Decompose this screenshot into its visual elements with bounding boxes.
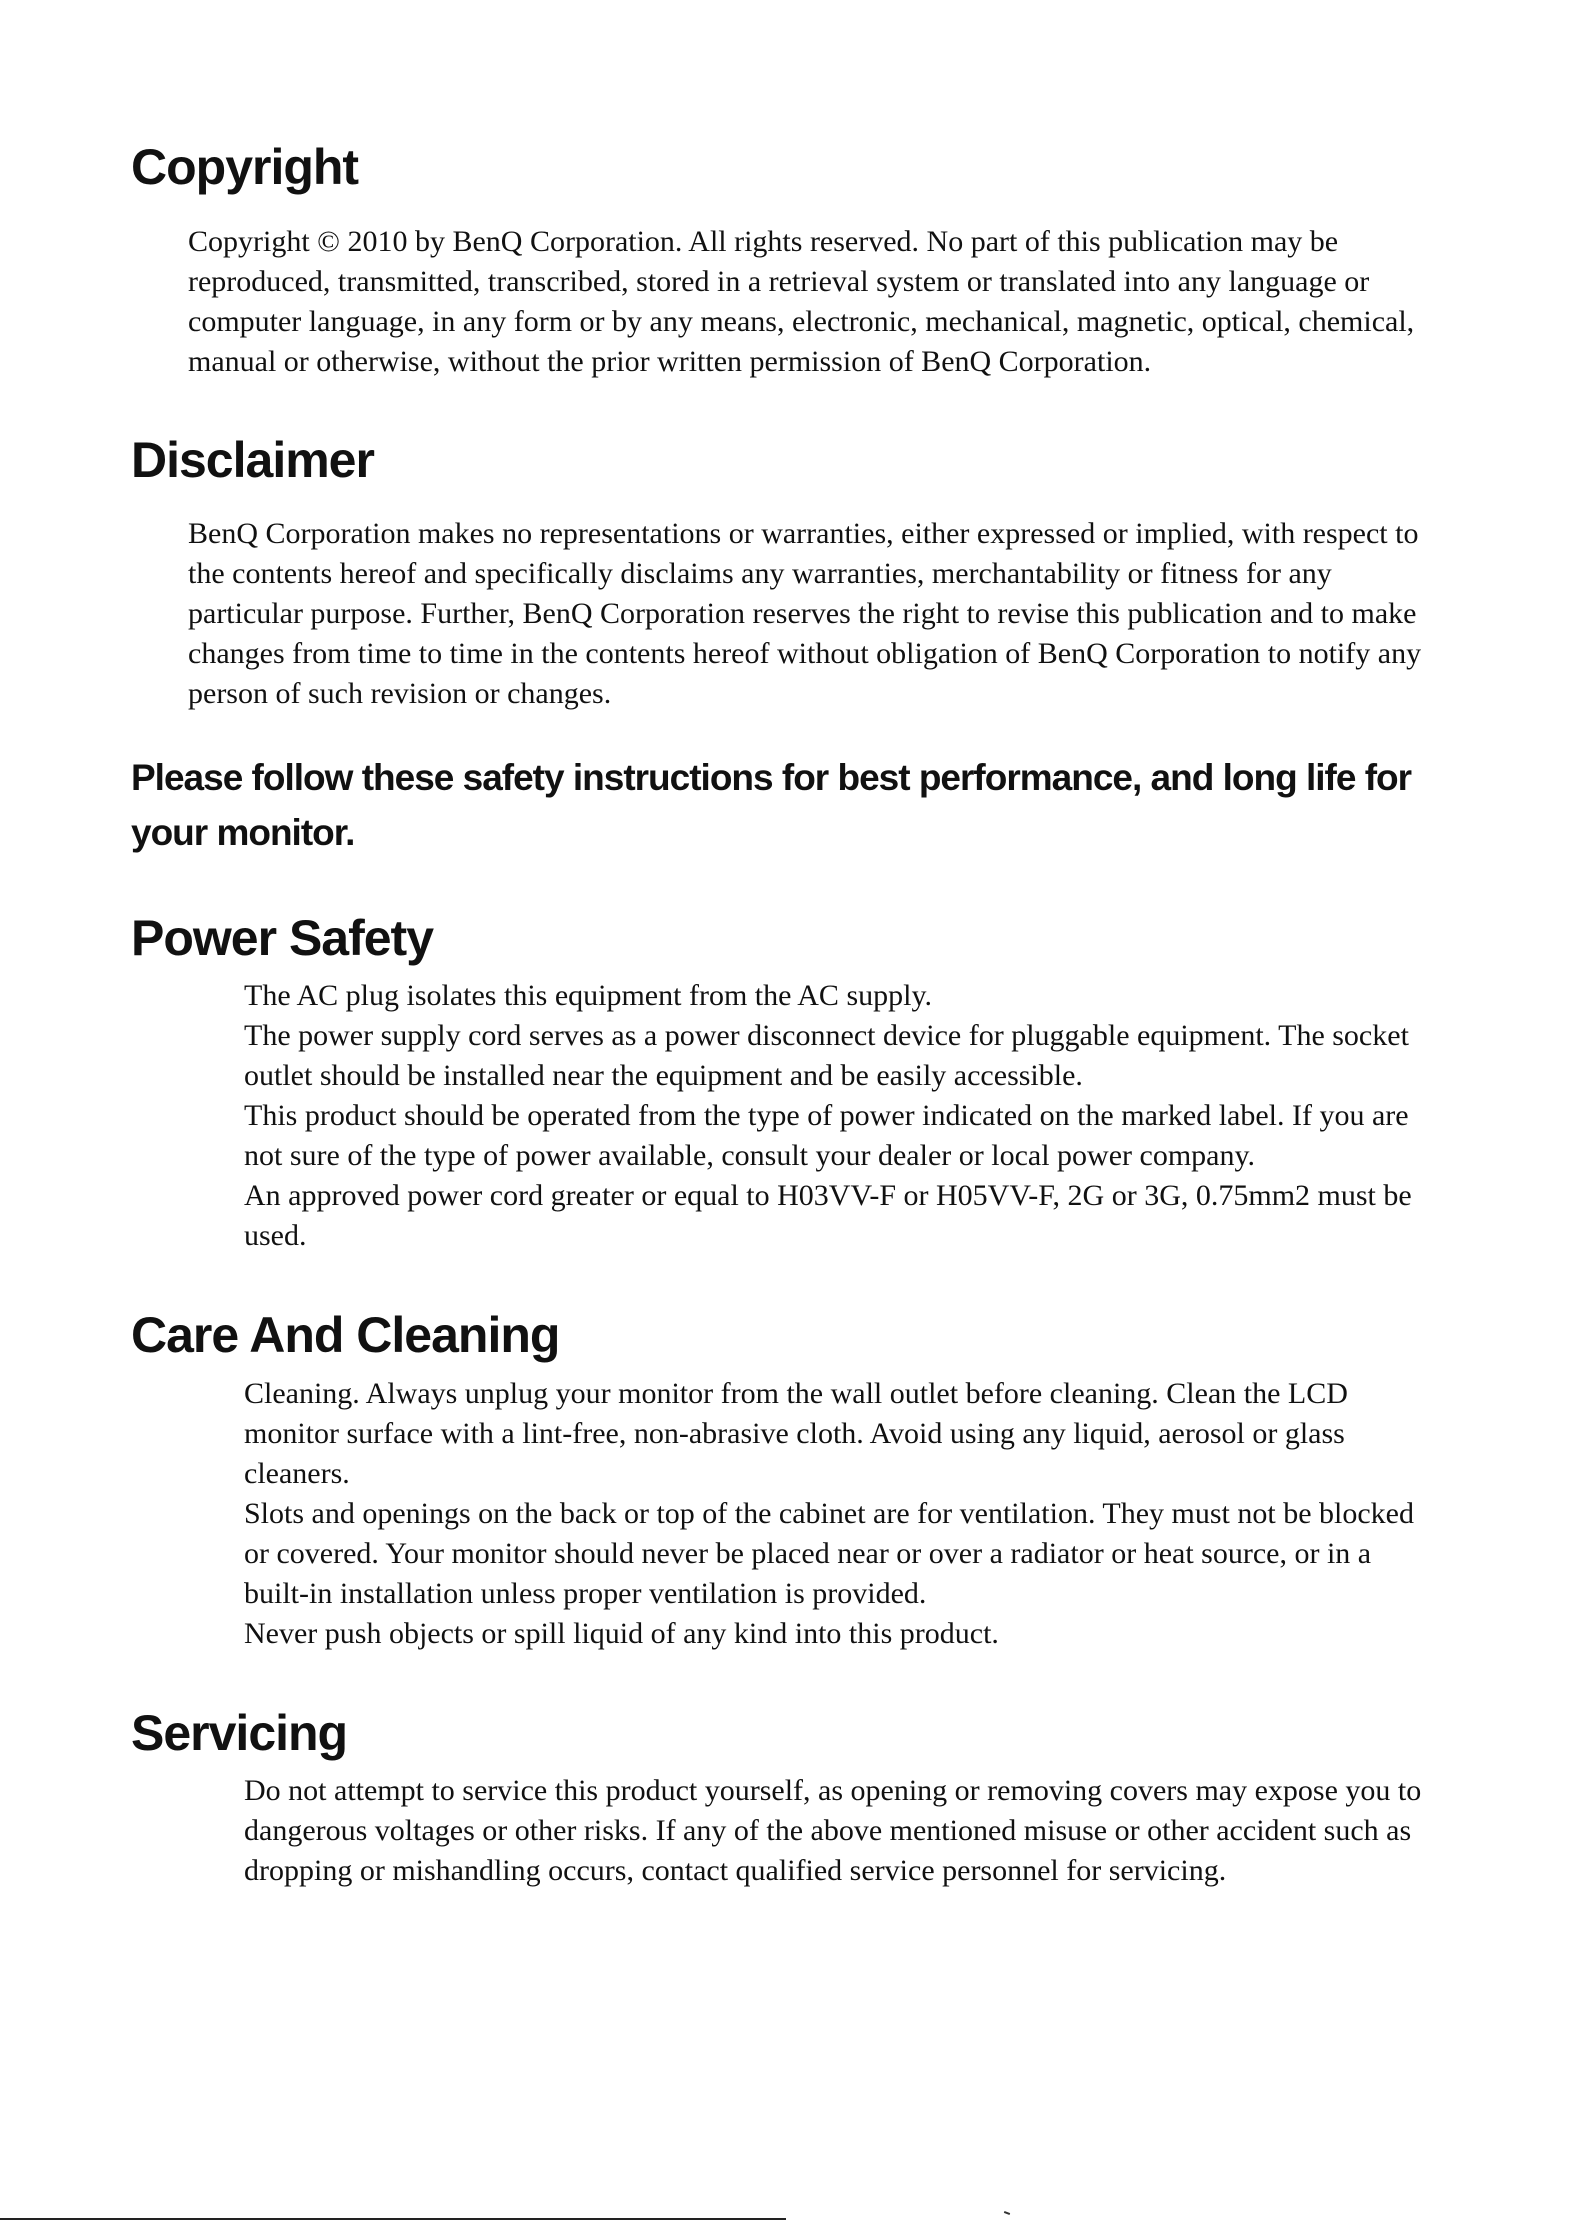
power-safety-paragraph: The power supply cord serves as a power disconnect device for pluggable equipment. The socket outlet should be installed near the equipment and be easily accessible. <box>244 1019 1409 1092</box>
care-and-cleaning-paragraph: Never push objects or spill liquid of any kind into this product. <box>244 1617 999 1650</box>
care-and-cleaning-paragraph: Cleaning. Always unplug your monitor from the wall outlet before cleaning. Clean the LCD monitor surface with a lint-free, non-abrasive cloth. Avoid using any liquid, aerosol or glass cleaners. <box>244 1377 1348 1490</box>
power-safety-paragraph: This product should be operated from the type of power indicated on the marked label. If you are not sure of the type of power available, consult your dealer or local power company. <box>244 1099 1409 1172</box>
power-safety-heading: Power Safety <box>131 910 434 966</box>
power-safety-paragraph: An approved power cord greater or equal to H03VV-F or H05VV-F, 2G or 3G, 0.75mm2 must be used. <box>244 1179 1412 1252</box>
power-safety-paragraph: The AC plug isolates this equipment from the AC supply. <box>244 979 933 1012</box>
copyright-heading: Copyright <box>131 139 359 195</box>
copyright-paragraph: Copyright © 2010 by BenQ Corporation. All rights reserved. No part of this publication may be reproduced, transmitted, transcribed, stored in a retrieval system or translated into any language or computer language, in any form or by any means, electronic, mechanical, magnetic, optical, chemical, manual or otherwise, without the prior written permission of BenQ Corporation. <box>188 225 1415 378</box>
footer-mark <box>1004 2211 1010 2215</box>
footer-divider <box>0 2218 786 2220</box>
disclaimer-paragraph: BenQ Corporation makes no representations or warranties, either expressed or implied, with respect to the contents hereof and specifically disclaims any warranties, merchantability or fitness for any particular purpose. Further, BenQ Corporation reserves the right to revise this publication and to make changes from time to time in the contents hereof without obligation of BenQ Corporation to notify any person of such revision or changes. <box>188 517 1422 710</box>
servicing-heading: Servicing <box>131 1705 348 1761</box>
care-and-cleaning-paragraph: Slots and openings on the back or top of the cabinet are for ventilation. They must not be blocked or covered. Your monitor should never be placed near or over a radiator or heat source, or in a built-in installation unless proper ventilation is provided. <box>244 1497 1414 1610</box>
safety-notice: Please follow these safety instructions for best performance, and long life for your monitor. <box>131 757 1412 853</box>
care-and-cleaning-heading: Care And Cleaning <box>131 1307 560 1363</box>
servicing-paragraph: Do not attempt to service this product yourself, as opening or removing covers may expose you to dangerous voltages or other risks. If any of the above mentioned misuse or other accident such as dropping or mishandling occurs, contact qualified service personnel for servicing. <box>244 1774 1422 1887</box>
disclaimer-heading: Disclaimer <box>131 432 374 488</box>
